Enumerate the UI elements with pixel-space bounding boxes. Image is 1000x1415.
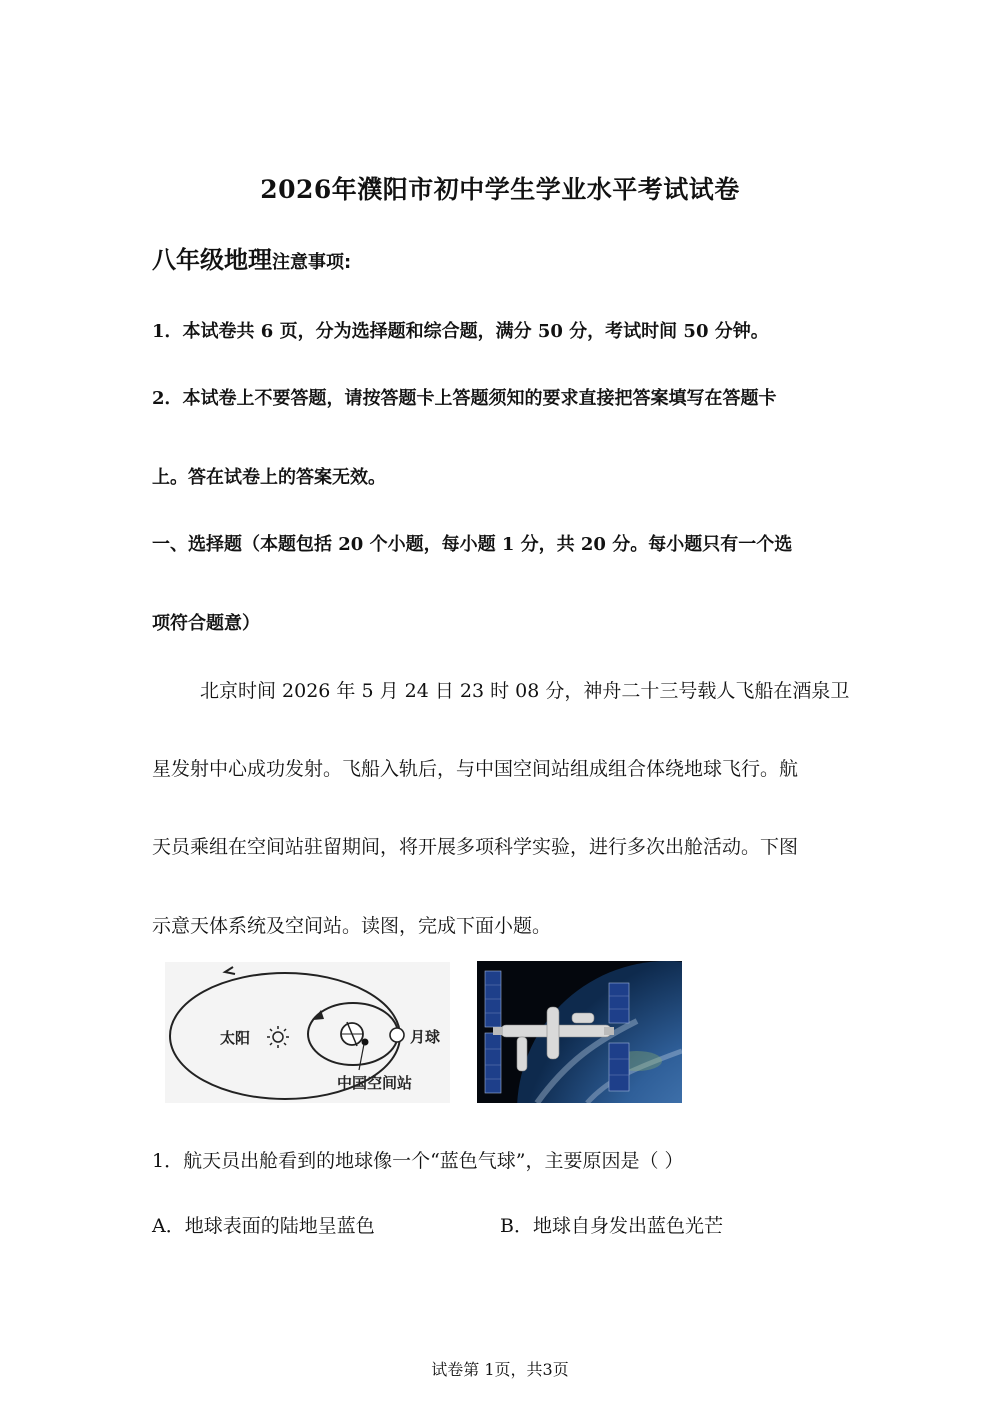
earth-icon (341, 1022, 363, 1046)
question-1-option-a: A．地球表面的陆地呈蓝色 (152, 1215, 375, 1237)
passage-line-3: 天员乘组在空间站驻留期间，将开展多项科学实验，进行多次出舱活动。下图 (152, 836, 799, 858)
space-station-photo (477, 961, 682, 1103)
sun-label: 太阳 (220, 1029, 251, 1047)
passage-line-2: 星发射中心成功发射。飞船入轨后，与中国空间站组成组合体绕地球飞行。航 (152, 758, 799, 780)
subject-line (152, 240, 351, 275)
station-label: 中国空间站 (337, 1074, 413, 1092)
notice-1: 1．本试卷共 6 页，分为选择题和综合题，满分 50 分，考试时间 50 分钟。 (152, 321, 769, 342)
celestial-system-diagram (165, 962, 450, 1103)
question-1-option-b: B．地球自身发出蓝色光芒 (500, 1215, 723, 1237)
section-heading: 一、选择题（本题包括 20 个小题，每小题 1 分，共 20 分。每小题只有一个选 (152, 534, 793, 555)
passage-line-4: 示意天体系统及空间站。读图，完成下面小题。 (152, 915, 552, 937)
section-heading-cont: 项符合题意） (152, 613, 260, 634)
page-footer: 试卷第 1页，共3页 (431, 1360, 569, 1379)
moon-icon (390, 1028, 404, 1042)
passage-line-1: 北京时间 2026 年 5 月 24 日 23 时 08 分，神舟二十三号载人飞船在酒泉卫 (200, 680, 850, 702)
notice-2-cont: 上。答在试卷上的答案无效。 (152, 467, 386, 488)
moon-label: 月球 (410, 1028, 441, 1046)
space-station-dot (362, 1039, 369, 1046)
subject-name: 八年级地理 (152, 246, 272, 274)
notice-heading: 注意事项: (272, 252, 352, 273)
notice-2: 2．本试卷上不要答题，请按答题卡上答题须知的要求直接把答案填写在答题卡 (152, 388, 777, 409)
question-1-stem: 1．航天员出舱看到的地球像一个“蓝色气球”，主要原因是（ ） (152, 1150, 684, 1172)
exam-title: 2026年濮阳市初中学生学业水平考试试卷 (260, 175, 740, 204)
